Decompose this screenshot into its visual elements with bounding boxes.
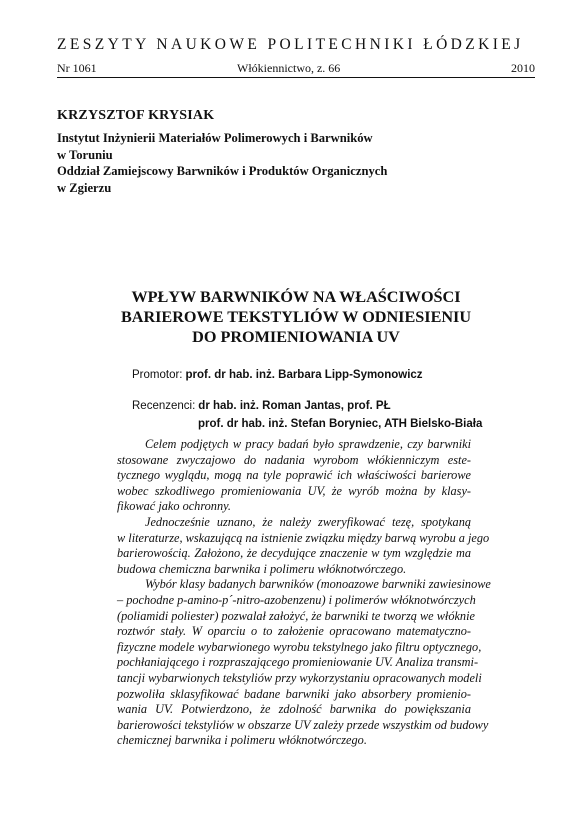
abstract-line: Celem podjętych w pracy badań było sprawdzenie, czy barwniki [145,437,471,451]
abstract-line: Wybór klasy badanych barwników (monoazowe barwniki zawiesinowe [145,577,491,592]
reviewer-second: prof. dr hab. inż. Stefan Boryniec, ATH Bielsko-Biała [198,418,483,430]
abstract-line: stosowane zwyczajowo do nadania wyrobom włókienniczym este- [117,452,471,467]
journal-title: ZESZYTY NAUKOWE POLITECHNIKI ŁÓDZKIEJ [57,36,524,53]
affiliation-line: Instytut Inżynierii Materiałów Polimerowych i Barwników [57,131,373,145]
reviewers-label: Recenzenci: [132,400,196,412]
issue-year: 2010 [511,61,535,75]
paper-page [57,0,535,829]
abstract-line: barierowości tekstyliów w obszarze UV zależy przede wszystkim od budowy [117,717,489,732]
abstract-line: w literaturze, wskazującą na istnienie związku między barwą wyrobu a jego [117,530,490,545]
promotor-label: Promotor: [132,369,183,381]
affiliation-line: Oddział Zamiejscowy Barwników i Produktów Organicznych [57,164,388,179]
abstract-line: pochłaniającego i rozpraszającego promieniowanie UV. Analiza transmi- [117,655,479,670]
affiliation-line: w Toruniu [57,147,113,162]
title-line: DO PROMIENIOWANIA UV [192,328,400,346]
affiliation-line: w Zgierzu [57,180,112,195]
abstract-line: barierowością. Założono, że decydujące znaczenie w tym względzie ma [117,546,471,561]
series-info: Włókiennictwo, z. 66 [237,61,341,75]
abstract-line: fizyczne modele wybarwionego wyrobu tekstylnego jako filtru optycznego, [117,639,482,654]
issue-meta [57,61,535,75]
abstract-line: tancji wybarwionych tekstyliów przy wykorzystaniu opracowanych modeli [117,670,482,685]
abstract-line: budowa chemiczna barwnika i polimeru włóknotwórczego. [117,561,407,576]
title-line: BARIEROWE TEKSTYLIÓW W ODNIESIENIU [120,308,472,326]
abstract-line: (poliamidi poliester) pozwalał założyć, że barwniki te tworzą we włóknie [117,608,475,623]
reviewer-first: dr hab. inż. Roman Jantas, prof. PŁ [198,400,391,412]
author-affiliations [57,130,535,196]
abstract-line: wania UV. Potwierdzono, że zdolność barwnika do powiększania [117,702,471,717]
abstract-line: Jednocześnie uznano, że należy zweryfikować tezę, spotykaną [145,514,471,529]
header-divider [57,77,535,78]
author-name: KRZYSZTOF KRYSIAK [57,108,215,123]
abstract-line: tycznego wyglądu, mogą na tyle poprawić ich właściwości barierowe [117,468,471,483]
promotor-name: prof. dr hab. inż. Barbara Lipp-Symonowicz [185,369,423,381]
abstract-line: fikować jako ochronny. [117,499,231,514]
abstract-line: wobec szkodliwego promieniowania UV, że wyrób można by klasy- [117,483,471,498]
paper-title [57,287,535,347]
abstract [117,437,491,749]
abstract-line: – pochodne p-amino-p´-nitro-azobenzenu) i polimerów włóknotwórczych [117,592,476,607]
promotor [132,367,423,382]
reviewers [132,397,482,433]
issue-number: Nr 1061 [57,61,97,75]
abstract-line: roztwór stały. W oparciu o to założenie opracowano matematyczno- [117,624,471,639]
abstract-line: chemicznej barwnika i polimeru włóknotwórczego. [117,733,367,748]
title-line: WPŁYW BARWNIKÓW NA WŁAŚCIWOŚCI [131,288,461,306]
abstract-line: pozwoliła sklasyfikować badane barwniki jako absorbery promienio- [117,686,471,701]
